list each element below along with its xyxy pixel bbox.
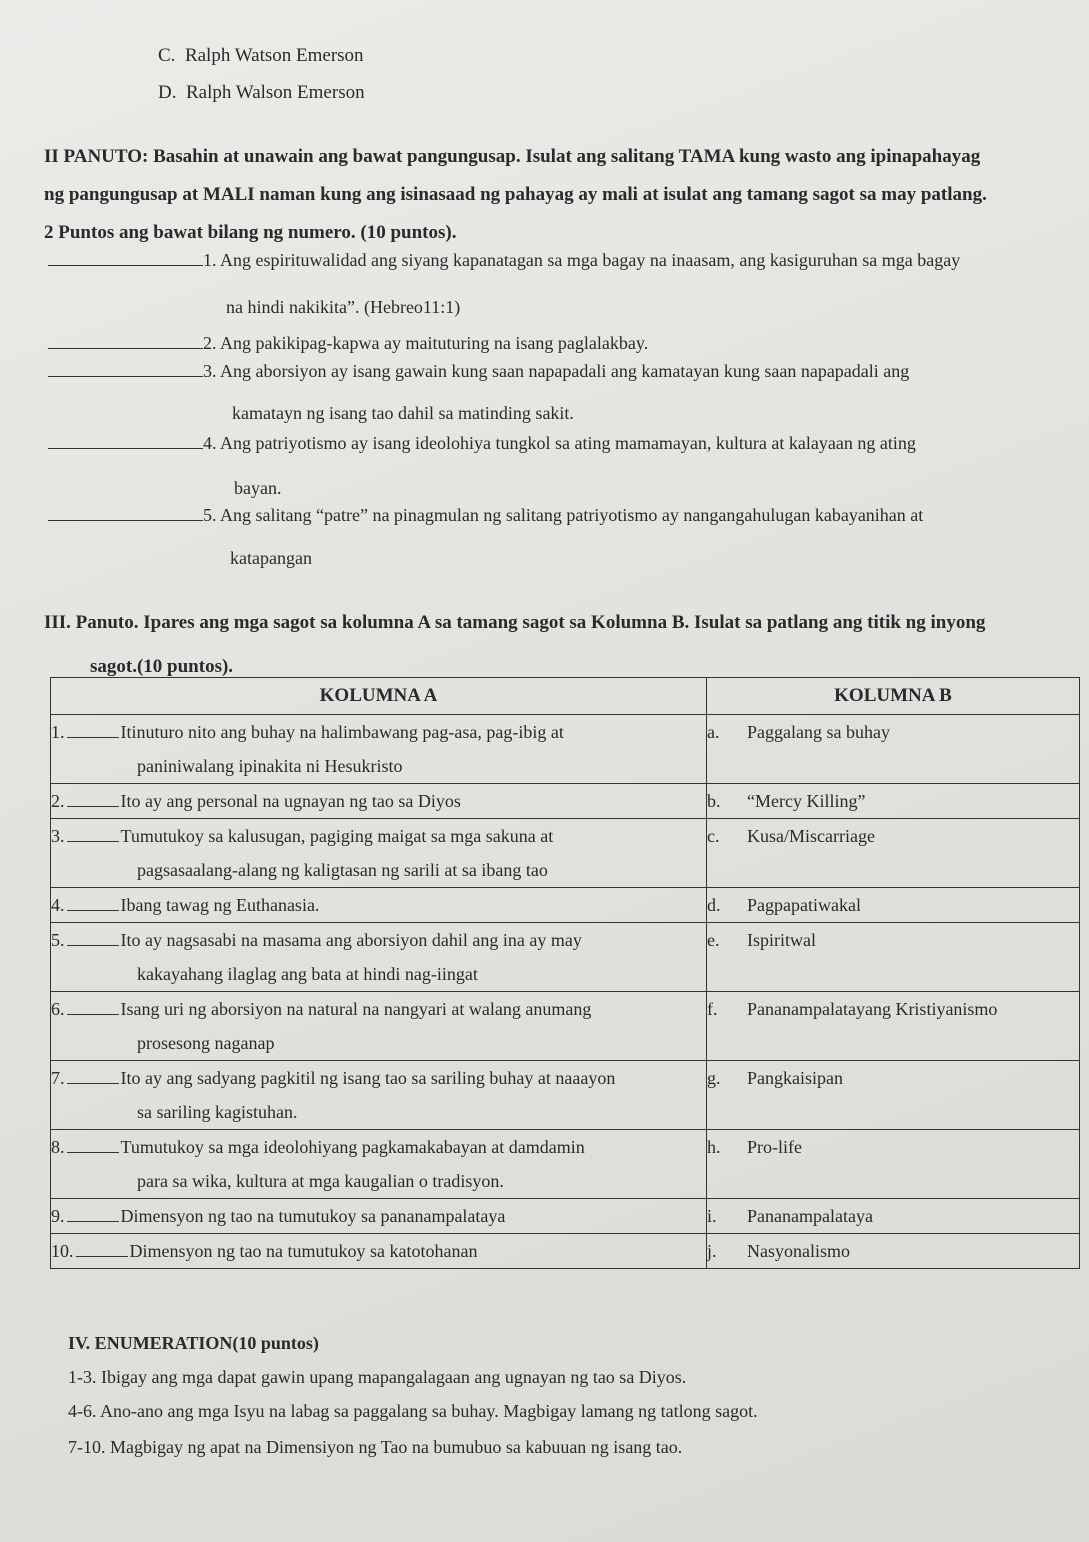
table-row [51,784,1080,819]
item-number: 3. [51,826,65,846]
tf-item-5-cont: katapangan [230,548,312,568]
section2-directions-line3: 2 Puntos ang bawat bilang ng numero. (10 puntos). [44,222,457,243]
item-text-cont: pagsasaalang-alang ng kaligtasan ng sarili at sa ibang tao [137,860,548,880]
item-text: Ito ay ang sadyang pagkitil ng isang tao sa sariling buhay at naaayon [120,1068,616,1088]
answer-blank[interactable] [67,1083,119,1084]
item-number: 7. [51,1068,65,1088]
item-text: Dimensyon ng tao na tumutukoy sa katotohanan [129,1241,478,1261]
tf-item-3 [48,361,909,382]
matching-table [50,677,1080,1269]
item-text: Ibang tawag ng Euthanasia. [120,895,320,915]
item-number: 6. [51,999,65,1019]
choice-text: Pananampalatayang Kristiyanismo [747,999,998,1019]
tf-item-4 [48,433,916,454]
choice-letter: d. [707,895,721,915]
answer-blank[interactable] [48,265,203,266]
answer-blank[interactable] [48,376,203,377]
enum-item-1: 1-3. Ibigay ang mga dapat gawin upang mapangalagaan ang ugnayan ng tao sa Diyos. [68,1367,687,1387]
item-text: Itinuturo nito ang buhay na halimbawang pag-asa, pag-ibig at [120,722,564,742]
choice-text: Paggalang sa buhay [747,722,890,742]
choice-letter: f. [707,999,718,1019]
item-text: Tumutukoy sa kalusugan, pagiging maigat sa mga sakuna at [120,826,554,846]
answer-blank[interactable] [48,448,203,449]
answer-blank[interactable] [67,1014,119,1015]
section3-directions-line1: III. Panuto. Ipares ang mga sagot sa kolumna A sa tamang sagot sa Kolumna B. Isulat sa patlang ang titik ng inyong [44,612,986,633]
table-row [51,992,1080,1061]
tf-item-1-cont: na hindi nakikita”. (Hebreo11:1) [226,297,461,317]
option-letter: D. [158,82,177,103]
table-row [51,1199,1080,1234]
item-number: 9. [51,1206,65,1226]
tf-item-5 [48,505,923,526]
item-number: 5. [51,930,65,950]
item-text-cont: sa sariling kagistuhan. [137,1102,298,1122]
item-text: Isang uri ng aborsiyon na natural na nangyari at walang anumang [120,999,592,1019]
answer-blank[interactable] [48,520,203,521]
table-row [51,1234,1080,1269]
table-row [51,1130,1080,1199]
choice-text: Pangkaisipan [747,1068,843,1088]
answer-blank[interactable] [48,348,203,349]
table-row [51,1061,1080,1130]
item-text: Ito ay ang personal na ugnayan ng tao sa Diyos [120,791,461,811]
choice-letter: b. [707,791,721,811]
item-number: 10. [51,1241,74,1261]
answer-blank[interactable] [67,806,119,807]
answer-blank[interactable] [67,1221,119,1222]
section3-directions-line2: sagot.(10 puntos). [90,656,234,677]
choice-letter: a. [707,722,720,742]
choice-text: “Mercy Killing” [747,791,866,811]
choice-letter: e. [707,930,720,950]
item-text-cont: prosesong naganap [137,1033,275,1053]
tf-item-2 [48,333,648,354]
item-text-cont: para sa wika, kultura at mga kaugalian o tradisyon. [137,1171,504,1191]
choice-letter: g. [707,1068,721,1088]
answer-blank[interactable] [67,1152,119,1153]
table-row [51,819,1080,888]
tf-item-3-cont: kamatayn ng isang tao dahil sa matinding sakit. [232,403,574,423]
section4-title: IV. ENUMERATION(10 puntos) [68,1333,319,1353]
tf-item-text: 1. Ang espirituwalidad ang siyang kapanatagan sa mga bagay na inaasam, ang kasiguruhan sa mga bagay [203,250,961,270]
choice-text: Pro-life [747,1137,802,1157]
answer-blank[interactable] [67,945,119,946]
tf-item-text: 5. Ang salitang “patre” na pinagmulan ng salitang patriyotismo ay nangangahulugan kabayanihan at [203,505,924,525]
choice-letter: c. [707,826,720,846]
section2-directions-line2: ng pangungusap at MALI naman kung ang isinasaad ng pahayag ay mali at isulat ang tamang sagot sa may patlang. [44,184,987,205]
answer-blank[interactable] [67,841,119,842]
tf-item-text: 4. Ang patriyotismo ay isang ideolohiya tungkol sa ating mamamayan, kultura at kalayaan ng ating [203,433,916,453]
section2-directions-line1: II PANUTO: Basahin at unawain ang bawat pangungusap. Isulat ang salitang TAMA kung wasto ang ipinapahayag [44,146,981,167]
option-c [158,45,364,67]
item-text: Ito ay nagsasabi na masama ang aborsiyon dahil ang ina ay may [120,930,582,950]
choice-text: Pananampalataya [747,1206,873,1226]
tf-item-1 [48,250,960,271]
option-text: Ralph Watson Emerson [184,45,364,66]
choice-letter: j. [707,1241,717,1261]
table-row [51,888,1080,923]
choice-text: Nasyonalismo [747,1241,850,1261]
item-number: 2. [51,791,65,811]
table-header-row [51,678,1080,715]
choice-letter: h. [707,1137,721,1157]
option-letter: C. [158,45,176,66]
enum-item-2: 4-6. Ano-ano ang mga Isyu na labag sa paggalang sa buhay. Magbigay lamang ng tatlong sagot. [68,1401,758,1421]
item-text: Dimensyon ng tao na tumutukoy sa pananampalataya [120,1206,506,1226]
enum-item-3: 7-10. Magbigay ng apat na Dimensiyon ng Tao na bumubuo sa kabuuan ng isang tao. [68,1437,683,1457]
answer-blank[interactable] [76,1256,128,1257]
answer-blank[interactable] [67,737,119,738]
tf-item-text: 2. Ang pakikipag-kapwa ay maituturing na isang paglalakbay. [203,333,649,353]
header-kolumna-b: KOLUMNA B [707,678,1080,715]
choice-text: Pagpapatiwakal [747,895,861,915]
table-row [51,715,1080,784]
item-number: 1. [51,722,65,742]
option-d [158,82,365,104]
option-text: Ralph Walson Emerson [185,82,365,103]
item-number: 8. [51,1137,65,1157]
choice-letter: i. [707,1206,717,1226]
item-number: 4. [51,895,65,915]
tf-item-text: 3. Ang aborsiyon ay isang gawain kung saan napapadali ang kamatayan kung saan napapadali ang [203,361,910,381]
item-text: Tumutukoy sa mga ideolohiyang pagkamakabayan at damdamin [120,1137,585,1157]
item-text-cont: paniniwalang ipinakita ni Hesukristo [137,756,403,776]
choice-text: Kusa/Miscarriage [747,826,875,846]
item-text-cont: kakayahang ilaglag ang bata at hindi nag-iingat [137,964,478,984]
tf-item-4-cont: bayan. [234,478,282,498]
table-row [51,923,1080,992]
answer-blank[interactable] [67,910,119,911]
header-kolumna-a: KOLUMNA A [51,678,707,715]
choice-text: Ispiritwal [747,930,816,950]
